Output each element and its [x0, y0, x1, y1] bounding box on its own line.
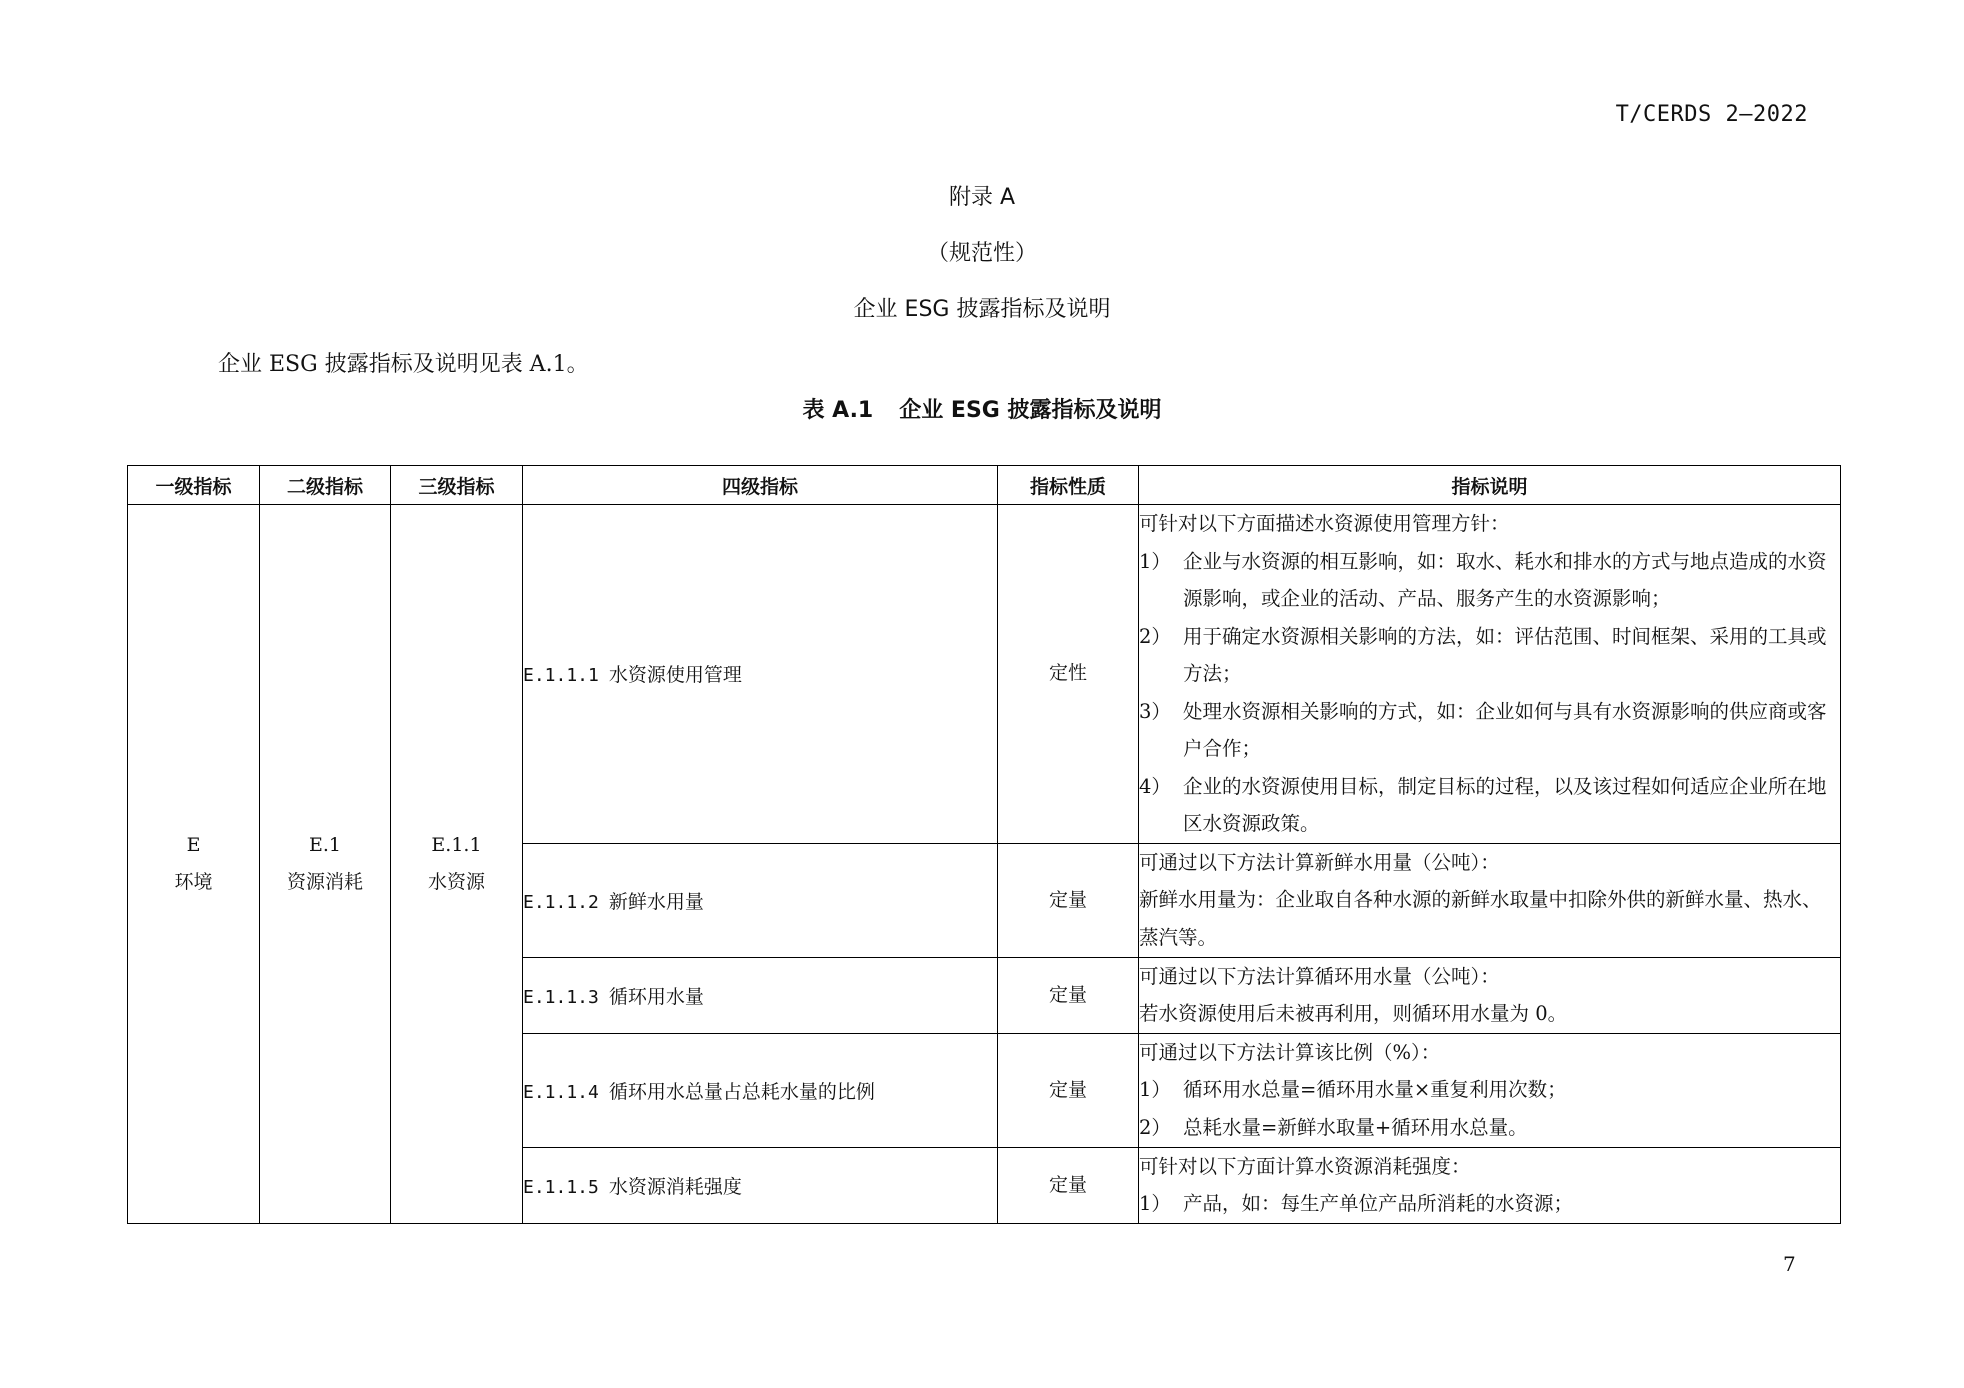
- level4-code: E.1.1.3: [523, 986, 599, 1008]
- header-level2: 二级指标: [260, 466, 391, 505]
- description-item: [1139, 768, 1840, 843]
- level4-cell: [523, 843, 998, 957]
- item-number: 4）: [1139, 774, 1171, 798]
- nature-cell: 定量: [998, 957, 1139, 1033]
- level2-name: 资源消耗: [286, 870, 363, 893]
- description-cell: [1139, 957, 1841, 1033]
- table-caption: [0, 393, 1964, 424]
- item-number: 1）: [1139, 549, 1171, 573]
- level4-name: 循环用水总量占总耗水量的比例: [608, 1080, 875, 1103]
- item-text: 企业的水资源使用目标，制定目标的过程，以及该过程如何适应企业所在地区水资源政策。: [1183, 774, 1827, 835]
- description-cell: [1139, 505, 1841, 844]
- level4-code: E.1.1.1: [523, 665, 599, 687]
- header-level1: 一级指标: [128, 466, 260, 505]
- level4-name: 循环用水量: [608, 985, 704, 1008]
- standard-code: T/CERDS 2—2022: [1615, 102, 1808, 127]
- item-text: 产品，如：每生产单位产品所消耗的水资源；: [1183, 1192, 1574, 1215]
- level1-cell: [128, 505, 260, 1224]
- description-intro: 可通过以下方法计算循环用水量（公吨）：: [1139, 964, 1500, 988]
- item-text: 循环用水总量=循环用水量×重复利用次数；: [1183, 1078, 1567, 1101]
- level4-code: E.1.1.4: [523, 1081, 599, 1103]
- level4-code: E.1.1.5: [523, 1176, 599, 1198]
- table-caption-number: 表 A.1: [802, 398, 874, 423]
- item-number: 2）: [1139, 1115, 1171, 1139]
- nature-cell: 定量: [998, 1147, 1139, 1223]
- level2-code: E.1: [309, 833, 341, 856]
- item-number: 1）: [1139, 1078, 1171, 1101]
- description-cell: [1139, 1033, 1841, 1147]
- nature-cell: 定量: [998, 843, 1139, 957]
- table-row: [128, 505, 1841, 844]
- appendix-heading: 企业 ESG 披露指标及说明: [853, 297, 1111, 322]
- description-intro: 可针对以下方面计算水资源消耗强度：: [1139, 1154, 1471, 1178]
- description-item: [1139, 1109, 1840, 1147]
- description-item: [1139, 1071, 1840, 1109]
- header-level3: 三级指标: [391, 466, 523, 505]
- description-cell: [1139, 843, 1841, 957]
- level4-name: 水资源使用管理: [608, 664, 742, 687]
- item-text: 总耗水量=新鲜水取量+循环用水总量。: [1183, 1115, 1528, 1139]
- level4-name: 新鲜水用量: [608, 890, 704, 913]
- description-item: [1139, 693, 1840, 768]
- description-body: 若水资源使用后未被再利用，则循环用水量为 0。: [1139, 1002, 1568, 1025]
- esg-indicator-table: [127, 465, 1841, 1224]
- level1-code: E: [186, 833, 201, 856]
- item-text: 用于确定水资源相关影响的方法，如：评估范围、时间框架、采用的工具或方法；: [1183, 624, 1827, 685]
- level4-cell: [523, 1147, 998, 1223]
- description-intro: 可针对以下方面描述水资源使用管理方针：: [1139, 512, 1510, 535]
- header-nature: 指标性质: [998, 466, 1139, 505]
- level1-name: 环境: [174, 870, 213, 893]
- header-description: 指标说明: [1139, 466, 1841, 505]
- item-text: 处理水资源相关影响的方式，如：企业如何与具有水资源影响的供应商或客户合作；: [1183, 699, 1827, 760]
- description-item: [1139, 618, 1840, 693]
- description-item: [1139, 1185, 1840, 1223]
- level4-code: E.1.1.2: [523, 891, 599, 913]
- table-header-row: [128, 466, 1841, 505]
- level3-cell: [391, 505, 523, 1224]
- level2-cell: [260, 505, 391, 1224]
- nature-cell: 定性: [998, 505, 1139, 844]
- item-text: 企业与水资源的相互影响，如：取水、耗水和排水的方式与地点造成的水资源影响，或企业的活动、产品、服务产生的水资源影响；: [1183, 549, 1827, 610]
- description-body: 新鲜水用量为：企业取自各种水源的新鲜水取量中扣除外供的新鲜水量、热水、蒸汽等。: [1139, 888, 1822, 949]
- item-number: 3）: [1139, 699, 1171, 723]
- page-number: 7: [1783, 1252, 1796, 1276]
- description-cell: [1139, 1147, 1841, 1223]
- nature-cell: 定量: [998, 1033, 1139, 1147]
- description-intro: 可通过以下方法计算该比例（%）：: [1139, 1040, 1441, 1064]
- appendix-normative-note: （规范性）: [926, 241, 1037, 266]
- level4-cell: [523, 957, 998, 1033]
- level4-cell: [523, 505, 998, 844]
- level3-code: E.1.1: [431, 833, 482, 856]
- level4-cell: [523, 1033, 998, 1147]
- level3-name: 水资源: [427, 870, 485, 893]
- description-item: [1139, 543, 1840, 618]
- level4-name: 水资源消耗强度: [608, 1175, 742, 1198]
- appendix-title: 附录 A: [948, 185, 1016, 210]
- intro-paragraph: 企业 ESG 披露指标及说明见表 A.1。: [218, 352, 589, 377]
- item-number: 1）: [1139, 1192, 1171, 1215]
- header-level4: 四级指标: [523, 466, 998, 505]
- table-caption-title: 企业 ESG 披露指标及说明: [899, 398, 1162, 423]
- item-number: 2）: [1139, 624, 1171, 648]
- description-intro: 可通过以下方法计算新鲜水用量（公吨）：: [1139, 850, 1500, 874]
